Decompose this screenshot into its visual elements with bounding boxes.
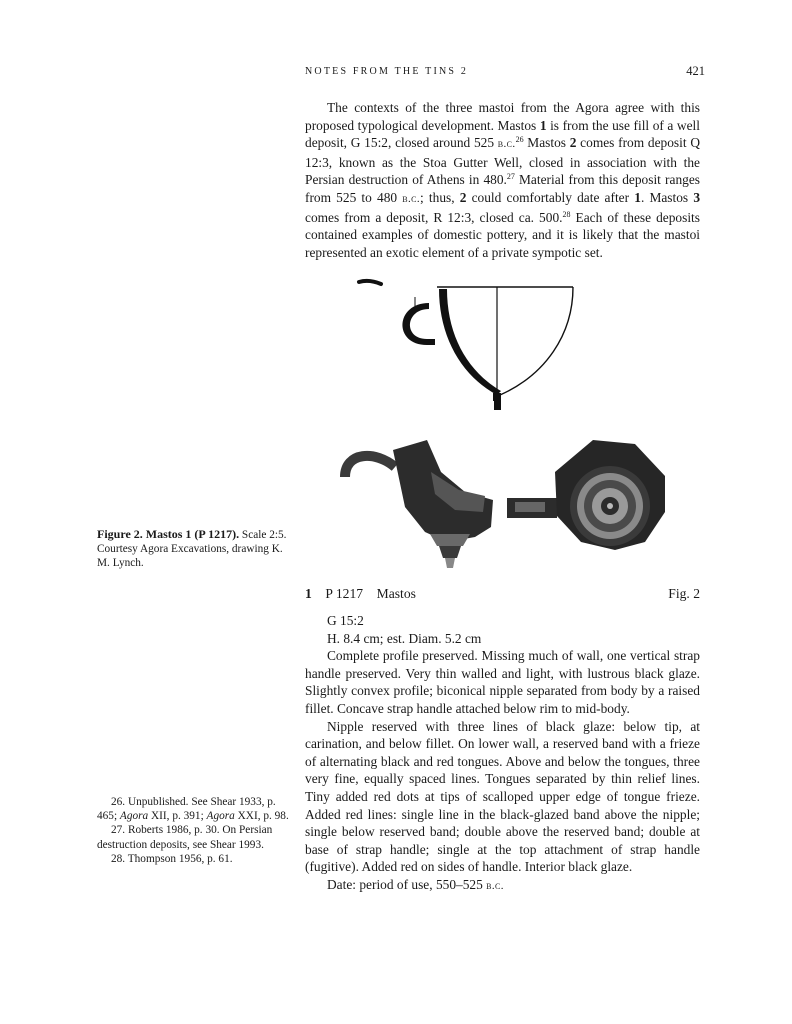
footnote-ref[interactable]: 26 [515,135,524,145]
mastos-photographs [335,432,685,582]
footnote-ref[interactable]: 28 [562,209,571,219]
running-head: NOTES FROM THE TINS 2 [305,66,469,77]
mastos-profile-drawing [355,275,585,415]
catalog-entry-body [305,612,700,896]
figure-caption-text: Scale 2:5. Courtesy Agora Excavations, drawing K. M. Lynch. [97,529,287,569]
catalog-entry-header [305,586,700,602]
catalog-description: Complete profile preserved. Missing much of wall, one vertical strap handle preserved. Very thin walled and light, with lustrous black glaze. Slightly convex profile; biconical nipple separated from body by a raised fillet. Concave strap handle attached below rim to mid-body. [305,648,700,716]
footnote: 26. Unpublished. See Shear 1933, p. 465; Agora XII, p. 391; Agora XXI, p. 98. [97,796,289,823]
figure-caption [97,527,297,570]
body-text [305,99,700,261]
body-paragraph: The contexts of the three mastoi from the Agora agree with this proposed typological development. Mastos 1 is from the use fill of a well deposit, G 15:2, closed around 525 b.c.$^{26}$ Mastos 2 comes from deposit Q 12:3, known as the Stoa Gutter Well, closed in association with the Persian destruction of Athens in 480.27 Material from this deposit ranges from 525 to 480 b.c.; thus, 2 could comfortably date after 1. Mastos 3 comes from a deposit, R 12:3, closed ca. 500.28 Each of these deposits contained examples of domestic pottery, and it is likely that the mastoi represented an exotic element of a private sympotic set. [305,100,701,260]
page-number: 421 [686,64,705,78]
footnotes [97,795,297,866]
footnote-ref[interactable]: 27 [506,172,515,182]
figure-caption-title: Figure 2. Mastos 1 (P 1217). [97,527,240,541]
footnote: 27. Roberts 1986, p. 30. On Persian destruction deposits, see Shear 1993. [97,824,273,851]
catalog-date: Date: period of use, 550–525 b.c. [327,876,504,892]
catalog-name: Mastos [376,586,416,601]
catalog-decoration: Nipple reserved with three lines of black glaze: below tip, at carination, and below fillet. On lower wall, a reserved band with a frieze of alternating black and red tongues. Above and below the tongues, three very fine, equally spaced lines. Tongues separated by thin relief lines. Tiny added red dots at tips of scalloped upper edge of tongue frieze. Added red lines: single line in the black-glazed band above the nipple; single below reserved band; double above the reserved band; double at base of strap handle; single at the top attachment of strap handle (fugitive). Added red on sides of handle. Interior black glaze. [305,718,700,875]
figure-reference[interactable]: Fig. 2 [668,586,700,601]
catalog-inventory: P 1217 [325,586,364,601]
catalog-deposit: G 15:2 [327,613,364,628]
footnote: 28. Thompson 1956, p. 61. [111,852,233,865]
catalog-number: 1 [305,586,312,601]
catalog-dimensions: H. 8.4 cm; est. Diam. 5.2 cm [327,630,482,646]
